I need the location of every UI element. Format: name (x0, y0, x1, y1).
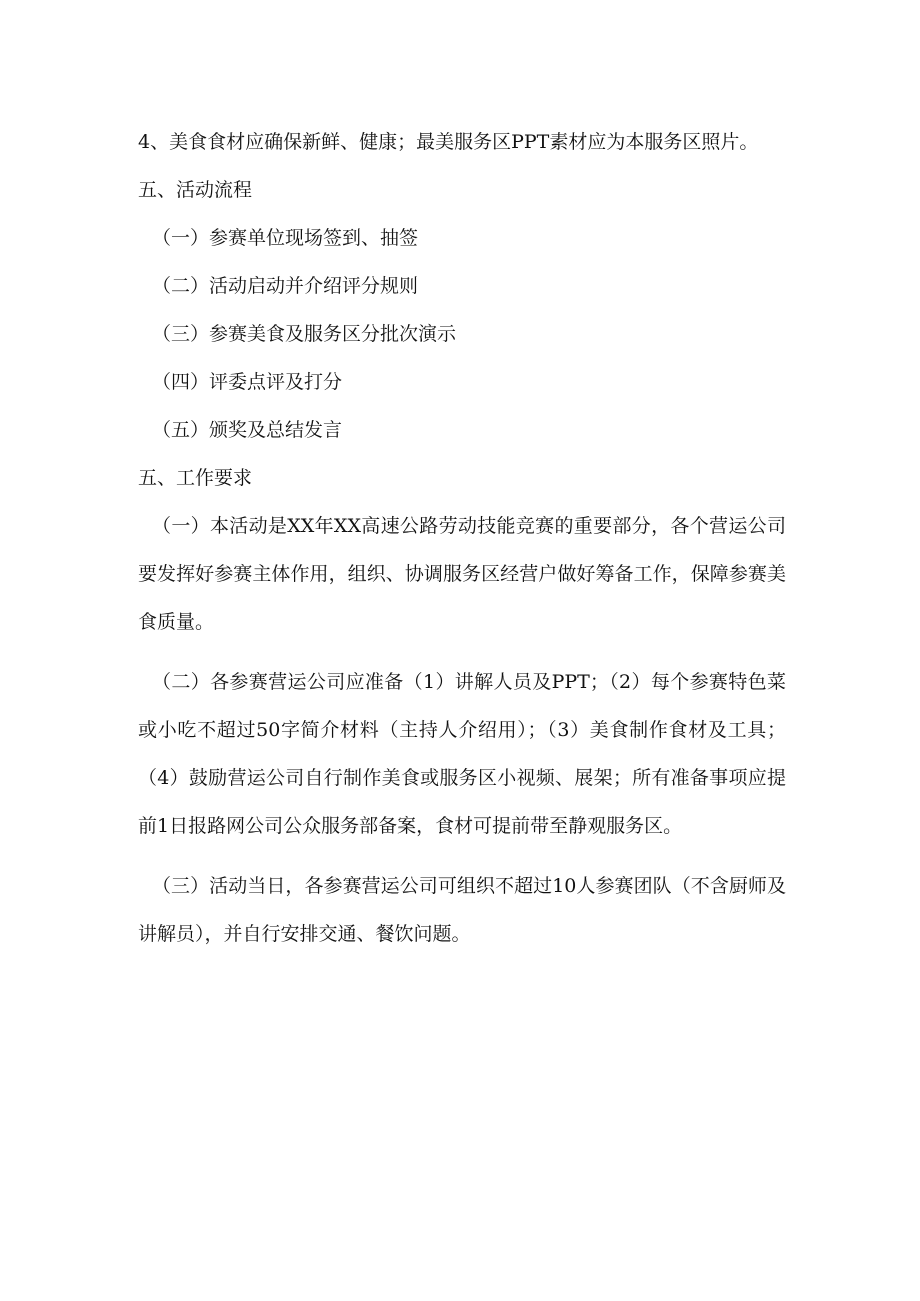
flow-step: （一）参赛单位现场签到、抽签 (152, 227, 419, 249)
requirement-paragraph: （一）本活动是XX年XX高速公路劳动技能竞赛的重要部分，各个营运公司要发挥好参赛主体作用，组织、协调服务区经营户做好筹备工作，保障参赛美食质量。 (138, 515, 786, 633)
flow-step: （五）颁奖及总结发言 (152, 419, 343, 441)
requirement-paragraph: （二）各参赛营运公司应准备（1）讲解人员及PPT；（2）每个参赛特色菜或小吃不超过50字简介材料（主持人介绍用）；（3）美食制作食材及工具；（4）鼓励营运公司自行制作美食或服务区小视频、展架；所有准备事项应提前1日报路网公司公众服务部备案，食材可提前带至静观服务区。 (138, 671, 786, 837)
flow-step: （三）参赛美食及服务区分批次演示 (152, 323, 457, 345)
document-body (138, 124, 786, 970)
flow-step: （二）活动启动并介绍评分规则 (152, 275, 419, 297)
section-heading-flow: 五、活动流程 (138, 179, 253, 201)
requirement-paragraph: （三）活动当日，各参赛营运公司可组织不超过10人参赛团队（不含厨师及讲解员），并自行安排交通、餐饮问题。 (138, 875, 786, 945)
item-4-line: 4、美食食材应确保新鲜、健康；最美服务区PPT素材应为本服务区照片。 (138, 131, 759, 153)
flow-step: （四）评委点评及打分 (152, 371, 343, 393)
section-heading-requirements: 五、工作要求 (138, 467, 253, 489)
